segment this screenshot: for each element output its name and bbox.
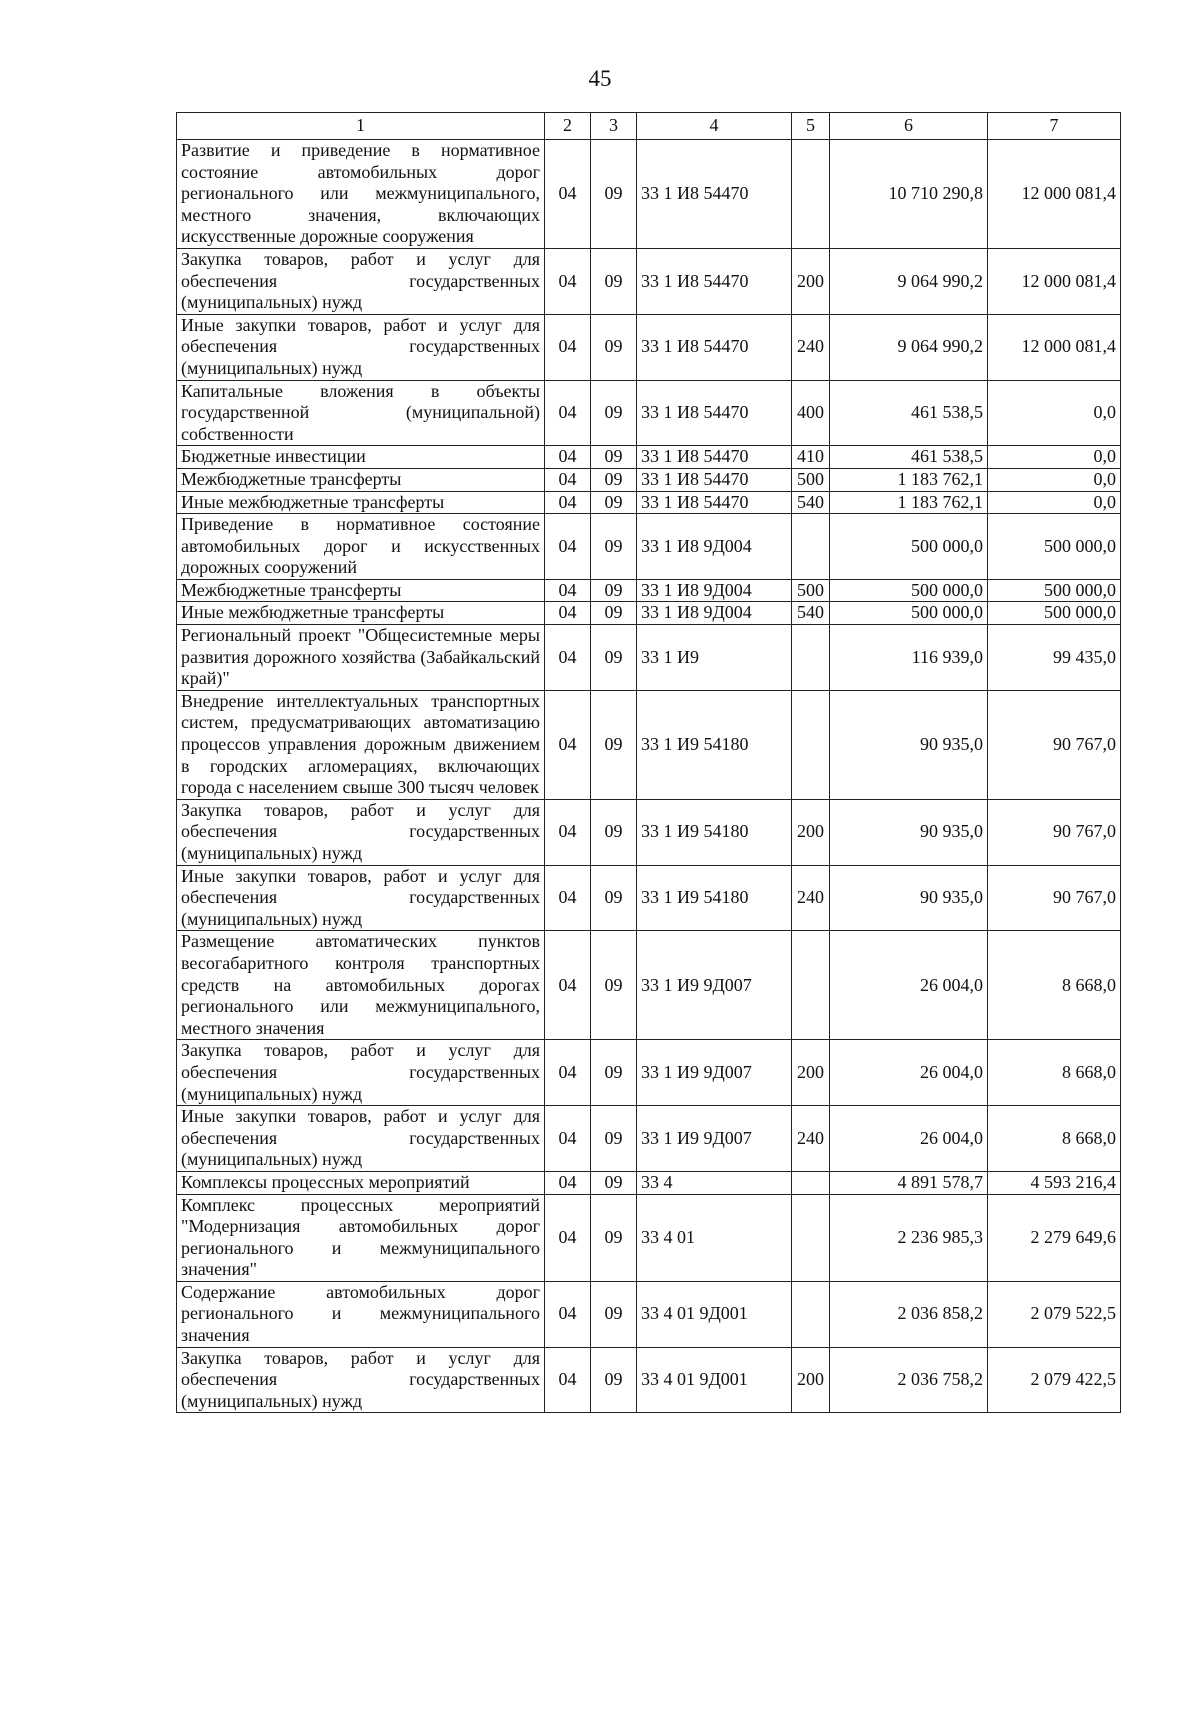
- row-name: Иные закупки товаров, работ и услуг для обеспечения государственных (муниципальных) нужд: [177, 1106, 545, 1172]
- row-section: 04: [545, 799, 591, 865]
- header-col-2: 2: [545, 113, 591, 140]
- row-expense-type: [792, 514, 830, 580]
- row-amount-1: 461 538,5: [830, 380, 988, 446]
- row-target-code: 33 1 И8 54470: [637, 314, 792, 380]
- row-amount-1: 9 064 990,2: [830, 248, 988, 314]
- row-target-code: 33 1 И9 54180: [637, 690, 792, 799]
- table-row: [177, 140, 1121, 249]
- header-row: [177, 113, 1121, 140]
- row-amount-1: 9 064 990,2: [830, 314, 988, 380]
- row-target-code: 33 4 01: [637, 1194, 792, 1281]
- row-name: Содержание автомобильных дорог регионального и межмуниципального значения: [177, 1281, 545, 1347]
- row-target-code: 33 1 И8 9Д004: [637, 579, 792, 602]
- row-expense-type: [792, 625, 830, 691]
- row-expense-type: 200: [792, 1347, 830, 1413]
- row-amount-1: 116 939,0: [830, 625, 988, 691]
- row-expense-type: 410: [792, 446, 830, 469]
- row-name: Капитальные вложения в объекты государственной (муниципальной) собственности: [177, 380, 545, 446]
- table-row: [177, 690, 1121, 799]
- header-col-7: 7: [988, 113, 1121, 140]
- row-expense-type: [792, 931, 830, 1040]
- table-row: [177, 931, 1121, 1040]
- row-amount-2: 90 767,0: [988, 690, 1121, 799]
- row-subsection: 09: [591, 579, 637, 602]
- header-col-1: 1: [177, 113, 545, 140]
- row-target-code: 33 1 И8 54470: [637, 446, 792, 469]
- row-amount-2: 2 079 422,5: [988, 1347, 1121, 1413]
- row-subsection: 09: [591, 1106, 637, 1172]
- row-name: Межбюджетные трансферты: [177, 579, 545, 602]
- row-subsection: 09: [591, 491, 637, 514]
- budget-table: [176, 112, 1121, 1413]
- row-subsection: 09: [591, 625, 637, 691]
- row-section: 04: [545, 1106, 591, 1172]
- row-amount-2: 90 767,0: [988, 799, 1121, 865]
- row-target-code: 33 1 И8 54470: [637, 468, 792, 491]
- row-name: Иные закупки товаров, работ и услуг для обеспечения государственных (муниципальных) нужд: [177, 865, 545, 931]
- row-amount-2: 0,0: [988, 468, 1121, 491]
- row-name: Закупка товаров, работ и услуг для обеспечения государственных (муниципальных) нужд: [177, 248, 545, 314]
- table-row: [177, 579, 1121, 602]
- row-target-code: 33 1 И8 54470: [637, 380, 792, 446]
- row-amount-2: 0,0: [988, 491, 1121, 514]
- row-amount-1: 500 000,0: [830, 514, 988, 580]
- row-amount-2: 99 435,0: [988, 625, 1121, 691]
- header-col-6: 6: [830, 113, 988, 140]
- row-amount-2: 500 000,0: [988, 579, 1121, 602]
- row-target-code: 33 1 И8 54470: [637, 491, 792, 514]
- row-section: 04: [545, 1171, 591, 1194]
- row-amount-2: 500 000,0: [988, 602, 1121, 625]
- row-amount-1: 4 891 578,7: [830, 1171, 988, 1194]
- row-amount-1: 10 710 290,8: [830, 140, 988, 249]
- row-amount-1: 26 004,0: [830, 1106, 988, 1172]
- row-name: Внедрение интеллектуальных транспортных систем, предусматривающих автоматизацию процессов управления дорожным движением в городских агломерациях, включающих города с населением свыше 300 тысяч человек: [177, 690, 545, 799]
- row-amount-1: 26 004,0: [830, 1040, 988, 1106]
- row-amount-2: 8 668,0: [988, 1040, 1121, 1106]
- row-section: 04: [545, 1040, 591, 1106]
- row-expense-type: 200: [792, 248, 830, 314]
- row-amount-2: 8 668,0: [988, 931, 1121, 1040]
- row-target-code: 33 1 И8 54470: [637, 140, 792, 249]
- row-subsection: 09: [591, 1347, 637, 1413]
- row-expense-type: 500: [792, 468, 830, 491]
- table-row: [177, 446, 1121, 469]
- row-expense-type: 240: [792, 865, 830, 931]
- row-target-code: 33 1 И9 9Д007: [637, 1040, 792, 1106]
- row-subsection: 09: [591, 248, 637, 314]
- row-subsection: 09: [591, 446, 637, 469]
- table-row: [177, 468, 1121, 491]
- row-amount-1: 90 935,0: [830, 690, 988, 799]
- row-target-code: 33 1 И8 54470: [637, 248, 792, 314]
- row-target-code: 33 1 И9 54180: [637, 865, 792, 931]
- row-expense-type: 500: [792, 579, 830, 602]
- row-target-code: 33 4 01 9Д001: [637, 1281, 792, 1347]
- table-row: [177, 248, 1121, 314]
- row-subsection: 09: [591, 931, 637, 1040]
- row-expense-type: 240: [792, 1106, 830, 1172]
- row-name: Закупка товаров, работ и услуг для обеспечения государственных (муниципальных) нужд: [177, 1040, 545, 1106]
- row-amount-2: 12 000 081,4: [988, 140, 1121, 249]
- row-name: Иные межбюджетные трансферты: [177, 491, 545, 514]
- table-row: [177, 625, 1121, 691]
- page-number: 45: [588, 66, 612, 91]
- row-amount-1: 90 935,0: [830, 799, 988, 865]
- row-section: 04: [545, 314, 591, 380]
- row-amount-2: 4 593 216,4: [988, 1171, 1121, 1194]
- row-target-code: 33 1 И9: [637, 625, 792, 691]
- table-row: [177, 602, 1121, 625]
- row-name: Межбюджетные трансферты: [177, 468, 545, 491]
- row-expense-type: 540: [792, 491, 830, 514]
- row-subsection: 09: [591, 314, 637, 380]
- row-target-code: 33 1 И9 9Д007: [637, 1106, 792, 1172]
- row-expense-type: [792, 690, 830, 799]
- table-row: [177, 799, 1121, 865]
- table-row: [177, 865, 1121, 931]
- row-section: 04: [545, 380, 591, 446]
- row-expense-type: 540: [792, 602, 830, 625]
- row-expense-type: [792, 1194, 830, 1281]
- table-row: [177, 1281, 1121, 1347]
- row-name: Комплексы процессных мероприятий: [177, 1171, 545, 1194]
- row-amount-2: 12 000 081,4: [988, 314, 1121, 380]
- row-amount-1: 500 000,0: [830, 579, 988, 602]
- row-subsection: 09: [591, 602, 637, 625]
- table-row: [177, 380, 1121, 446]
- row-amount-1: 90 935,0: [830, 865, 988, 931]
- row-amount-1: 2 036 858,2: [830, 1281, 988, 1347]
- row-expense-type: [792, 140, 830, 249]
- row-subsection: 09: [591, 1194, 637, 1281]
- row-expense-type: 200: [792, 1040, 830, 1106]
- row-section: 04: [545, 468, 591, 491]
- header-col-5: 5: [792, 113, 830, 140]
- row-amount-2: 12 000 081,4: [988, 248, 1121, 314]
- row-name: Развитие и приведение в нормативное состояние автомобильных дорог регионального или межмуниципального, местного значения, включающих искусственные дорожные сооружения: [177, 140, 545, 249]
- row-section: 04: [545, 514, 591, 580]
- row-subsection: 09: [591, 799, 637, 865]
- row-amount-1: 2 036 758,2: [830, 1347, 988, 1413]
- row-target-code: 33 1 И9 9Д007: [637, 931, 792, 1040]
- row-expense-type: [792, 1281, 830, 1347]
- table-row: [177, 1106, 1121, 1172]
- row-amount-2: 8 668,0: [988, 1106, 1121, 1172]
- row-section: 04: [545, 446, 591, 469]
- row-section: 04: [545, 931, 591, 1040]
- row-expense-type: 400: [792, 380, 830, 446]
- row-section: 04: [545, 579, 591, 602]
- row-section: 04: [545, 491, 591, 514]
- row-subsection: 09: [591, 140, 637, 249]
- row-subsection: 09: [591, 1040, 637, 1106]
- row-name: Бюджетные инвестиции: [177, 446, 545, 469]
- row-expense-type: 200: [792, 799, 830, 865]
- row-amount-1: 461 538,5: [830, 446, 988, 469]
- row-subsection: 09: [591, 468, 637, 491]
- row-amount-2: 0,0: [988, 380, 1121, 446]
- row-name: Иные межбюджетные трансферты: [177, 602, 545, 625]
- table-row: [177, 1194, 1121, 1281]
- table-row: [177, 514, 1121, 580]
- row-subsection: 09: [591, 380, 637, 446]
- row-name: Размещение автоматических пунктов весогабаритного контроля транспортных средств на автомобильных дорогах регионального или межмуниципального, местного значения: [177, 931, 545, 1040]
- table-row: [177, 491, 1121, 514]
- row-amount-1: 26 004,0: [830, 931, 988, 1040]
- row-amount-1: 1 183 762,1: [830, 468, 988, 491]
- row-subsection: 09: [591, 865, 637, 931]
- row-name: Закупка товаров, работ и услуг для обеспечения государственных (муниципальных) нужд: [177, 1347, 545, 1413]
- row-amount-2: 2 279 649,6: [988, 1194, 1121, 1281]
- row-name: Региональный проект "Общесистемные меры развития дорожного хозяйства (Забайкальский край)": [177, 625, 545, 691]
- row-name: Закупка товаров, работ и услуг для обеспечения государственных (муниципальных) нужд: [177, 799, 545, 865]
- row-section: 04: [545, 690, 591, 799]
- row-section: 04: [545, 625, 591, 691]
- row-expense-type: [792, 1171, 830, 1194]
- row-subsection: 09: [591, 1281, 637, 1347]
- row-section: 04: [545, 248, 591, 314]
- row-target-code: 33 1 И9 54180: [637, 799, 792, 865]
- table-row: [177, 314, 1121, 380]
- row-name: Комплекс процессных мероприятий "Модернизация автомобильных дорог регионального и межмуниципального значения": [177, 1194, 545, 1281]
- row-section: 04: [545, 865, 591, 931]
- row-section: 04: [545, 1281, 591, 1347]
- row-section: 04: [545, 140, 591, 249]
- row-section: 04: [545, 1347, 591, 1413]
- row-subsection: 09: [591, 514, 637, 580]
- table-row: [177, 1040, 1121, 1106]
- row-amount-2: 2 079 522,5: [988, 1281, 1121, 1347]
- row-section: 04: [545, 1194, 591, 1281]
- header-col-4: 4: [637, 113, 792, 140]
- header-col-3: 3: [591, 113, 637, 140]
- row-amount-2: 90 767,0: [988, 865, 1121, 931]
- row-subsection: 09: [591, 1171, 637, 1194]
- row-target-code: 33 4: [637, 1171, 792, 1194]
- table-row: [177, 1171, 1121, 1194]
- row-amount-1: 500 000,0: [830, 602, 988, 625]
- row-subsection: 09: [591, 690, 637, 799]
- row-expense-type: 240: [792, 314, 830, 380]
- row-name: Приведение в нормативное состояние автомобильных дорог и искусственных дорожных сооружений: [177, 514, 545, 580]
- row-section: 04: [545, 602, 591, 625]
- row-name: Иные закупки товаров, работ и услуг для обеспечения государственных (муниципальных) нужд: [177, 314, 545, 380]
- row-target-code: 33 4 01 9Д001: [637, 1347, 792, 1413]
- row-amount-1: 1 183 762,1: [830, 491, 988, 514]
- row-amount-2: 0,0: [988, 446, 1121, 469]
- row-amount-1: 2 236 985,3: [830, 1194, 988, 1281]
- table-row: [177, 1347, 1121, 1413]
- row-target-code: 33 1 И8 9Д004: [637, 514, 792, 580]
- row-target-code: 33 1 И8 9Д004: [637, 602, 792, 625]
- row-amount-2: 500 000,0: [988, 514, 1121, 580]
